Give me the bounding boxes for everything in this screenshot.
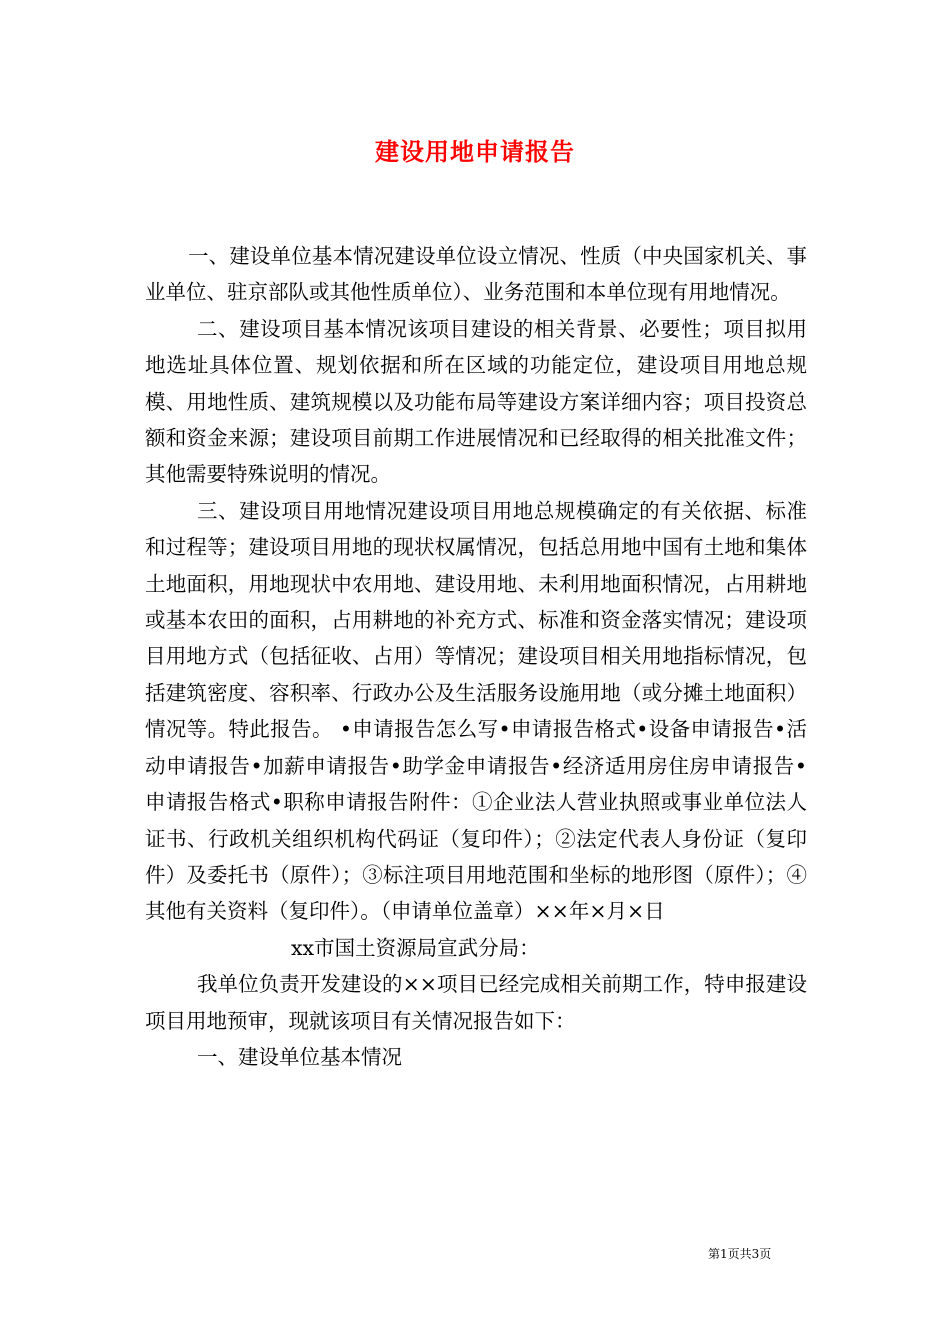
addressee-line: xx市国土资源局宣武分局：: [291, 935, 540, 960]
page-number: 第1页共3页: [708, 1247, 772, 1261]
paragraph-6: 一、建设单位基本情况: [197, 1044, 402, 1069]
paragraph-3: 三、建设项目用地情况建设项目用地总规模确定的有关依据、标准和过程等；建设项目用地的现状权属情况，包括总用地中国有土地和集体土地面积，用地现状中农用地、建设用地、未利用地面积情况，占用耕地或基本农田的面积，占用耕地的补充方式、标准和资金落实情况；建设项目用地方式（包括征收、占用）等情况；建设项目相关用地指标情况，包括建筑密度、容积率、行政办公及生活服务设施用地（或分摊土地面积）情况等。特此报告。 •申请报告怎么写•申请报告格式•设备申请报告•活动申请报告•加薪申请报告•助学金申请报告•经济适用房住房申请报告•申请报告格式•职称申请报告附件：①企业法人营业执照或事业单位法人证书、行政机关组织机构代码证（复印件）；②法定代表人身份证（复印件）及委托书（原件）；③标注项目用地范围和坐标的地形图（原件）；④其他有关资料（复印件）。（申请单位盖章）××年×月×日: [145, 498, 807, 924]
paragraph-1: 一、建设单位基本情况建设单位设立情况、性质（中央国家机关、事业单位、驻京部队或其他性质单位）、业务范围和本单位现有用地情况。: [145, 244, 807, 305]
paragraph-5: 我单位负责开发建设的××项目已经完成相关前期工作，特申报建设项目用地预审，现就该项目有关情况报告如下：: [145, 972, 807, 1033]
page-title: 建设用地申请报告: [375, 137, 575, 166]
paragraph-2: 二、建设项目基本情况该项目建设的相关背景、必要性；项目拟用地选址具体位置、规划依据和所在区域的功能定位，建设项目用地总规模、用地性质、建筑规模以及功能布局等建设方案详细内容；项目投资总额和资金来源；建设项目前期工作进展情况和已经取得的相关批准文件；其他需要特殊说明的情况。: [145, 316, 807, 487]
document-body: [145, 238, 807, 1075]
